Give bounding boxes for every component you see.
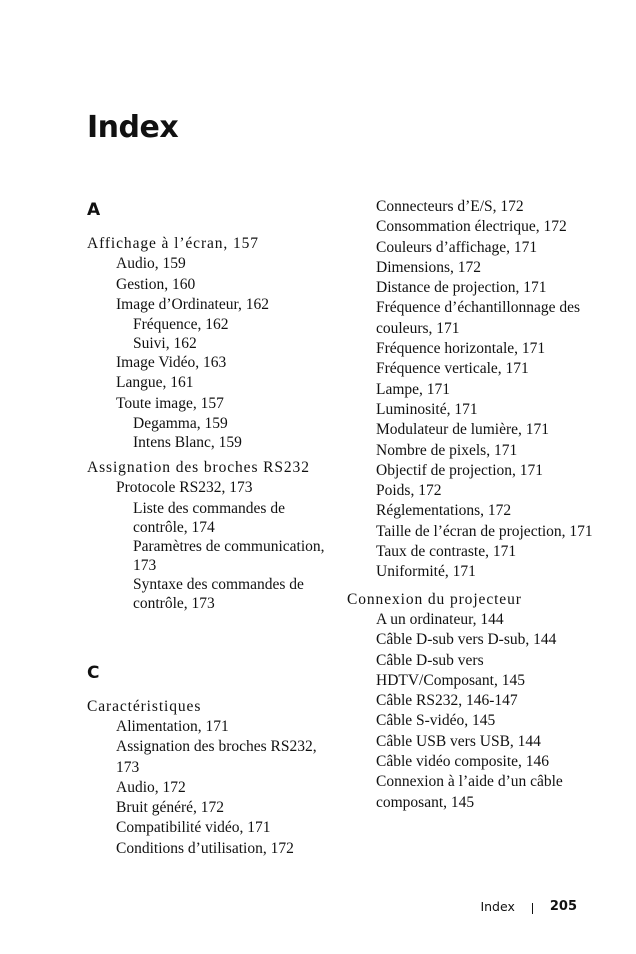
index-subentry: Assignation des broches RS232, 173 [116,738,317,776]
page-number: 205 [549,898,577,914]
index-subentry: Protocole RS232, 173 [116,479,253,497]
index-entry: Connexion du projecteur [347,590,522,608]
index-subentry: Conditions d’utilisation, 172 [116,839,294,857]
index-subentry: Langue, 161 [116,374,194,392]
section-letter-a: A [87,200,101,220]
index-subentry: Câble D-sub vers HDTV/Composant, 145 [376,651,525,689]
index-subentry: Réglementations, 172 [376,502,512,520]
index-subentry: Objectif de projection, 171 [376,461,544,479]
index-subentry: Image d’Ordinateur, 162 [116,295,270,313]
index-subentry: Modulateur de lumière, 171 [376,421,550,439]
page-footer [480,896,577,916]
index-subentry: Alimentation, 171 [116,717,229,735]
index-subentry: Câble S-vidéo, 145 [376,712,496,730]
section-letter-c: C [87,662,100,683]
index-subentry: Nombre de pixels, 171 [376,441,518,459]
index-subentry: Fréquence d’échantillonnage des couleurs, 171 [376,299,580,337]
index-subsubentry: Liste des commandes de contrôle, 174 [133,499,285,536]
index-subentry: Luminosité, 171 [376,400,478,418]
index-subentry: Câble USB vers USB, 144 [376,732,541,750]
index-entry: Caractéristiques [87,697,202,715]
section-c-entries [87,697,332,859]
index-subentry: Distance de projection, 171 [376,279,547,297]
index-subentry: Câble D-sub vers D-sub, 144 [376,631,557,649]
index-subsubentry: Fréquence, 162 [133,316,229,334]
index-subsubentry: Syntaxe des commandes de contrôle, 173 [133,575,304,612]
index-subsubentry: Suivi, 162 [133,335,197,353]
section-a-entries [87,234,332,613]
index-subentry: Câble vidéo composite, 146 [376,753,550,771]
index-subentry: Taille de l’écran de projection, 171 [376,522,593,540]
index-subentry: Taux de contraste, 171 [376,543,517,561]
index-subentry: Lampe, 171 [376,380,451,398]
index-subentry: Câble RS232, 146-147 [376,692,518,710]
index-subentry: Dimensions, 172 [376,258,482,276]
index-subentry: A un ordinateur, 144 [376,610,504,628]
page-title: Index [87,110,179,145]
index-subentry: Compatibilité vidéo, 171 [116,819,271,837]
index-subentry: Couleurs d’affichage, 171 [376,238,538,256]
index-subentry: Uniformité, 171 [376,563,476,581]
index-subentry: Connecteurs d’E/S, 172 [376,198,524,215]
index-subsubentry: Degamma, 159 [133,415,228,433]
index-subentry: Connexion à l’aide d’un câble composant, 145 [376,773,563,811]
index-subentry: Bruit généré, 172 [116,799,225,817]
right-column [347,197,597,813]
index-subsubentry: Intens Blanc, 159 [133,434,242,452]
index-subentry: Audio, 172 [116,778,186,796]
index-subentry: Audio, 159 [116,255,186,273]
index-entry: Assignation des broches RS232 [87,459,310,477]
footer-divider [532,903,533,914]
index-subsubentry: Paramètres de communication, 173 [133,537,325,574]
index-subentry: Poids, 172 [376,482,442,500]
left-column [87,197,332,859]
index-subentry: Toute image, 157 [116,394,224,412]
index-entry: Affichage à l’écran, 157 [87,235,259,252]
index-subentry: Fréquence horizontale, 171 [376,340,546,358]
index-subentry: Fréquence verticale, 171 [376,360,529,378]
index-subentry: Gestion, 160 [116,275,196,293]
footer-section-label: Index [480,898,515,914]
index-subentry: Consommation électrique, 172 [376,218,567,236]
index-subentry: Image Vidéo, 163 [116,354,227,372]
